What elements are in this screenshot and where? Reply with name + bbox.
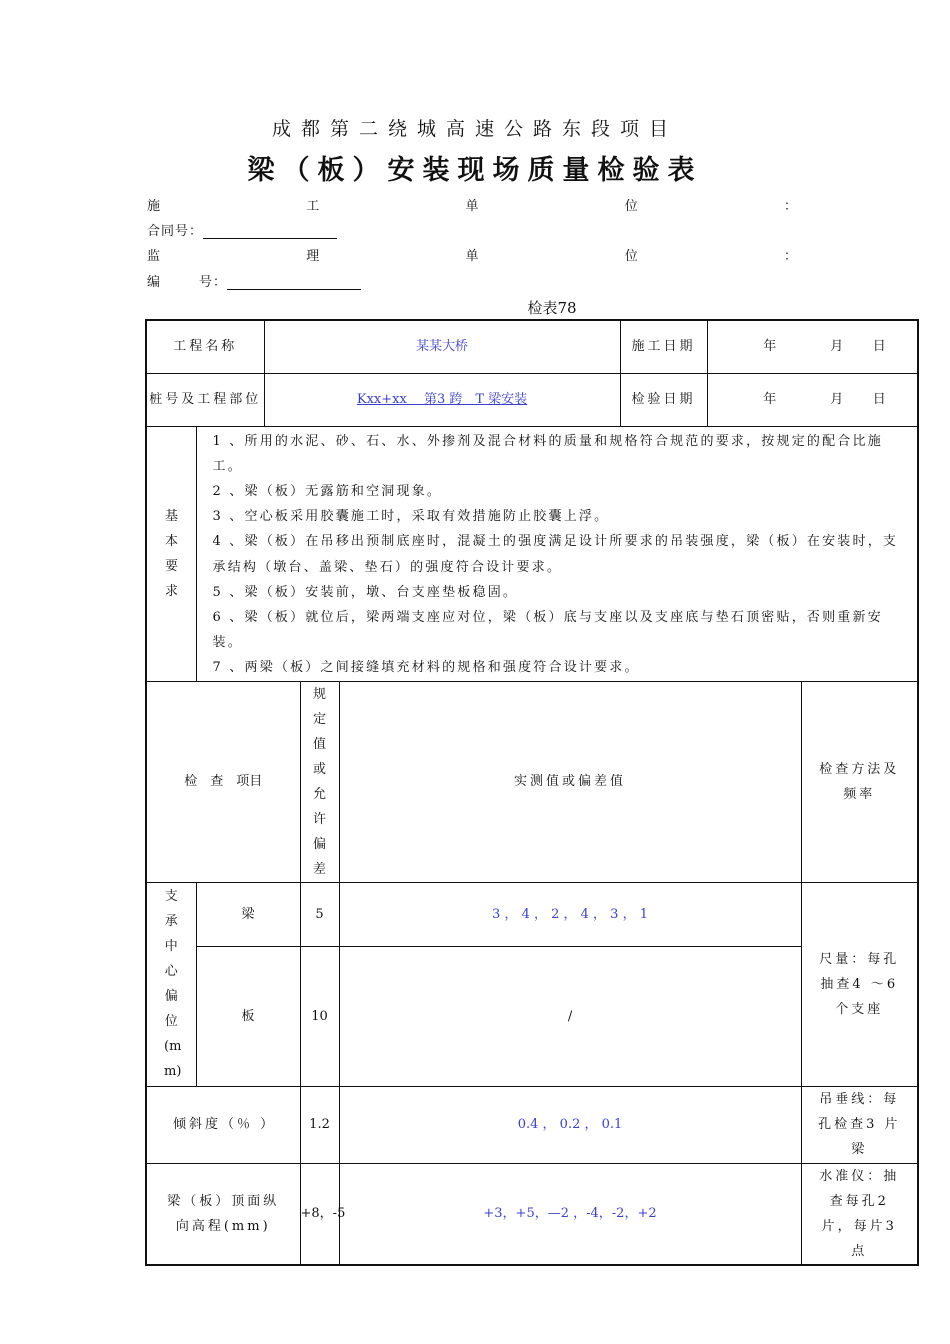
form-number: 检表78 (527, 299, 577, 317)
requirement-item: 2 、梁（板）无露筋和空洞现象。 (212, 483, 443, 499)
tilt-row (146, 1086, 918, 1163)
date-month: 月 (830, 339, 844, 355)
bearing-method: 尺量：每孔抽查4 ～6 个支座 (801, 882, 918, 1086)
inspection-date-value[interactable] (707, 373, 918, 426)
requirement-item: 7 、两梁（板）之间接缝填充材料的规格和强度符合设计要求。 (212, 660, 640, 676)
elevation-values[interactable]: +3，+5，—2 ，-4，-2，+2 (339, 1163, 801, 1265)
supervision-unit-row (147, 245, 797, 264)
tilt-method: 吊垂线：每孔检查3 片梁 (801, 1086, 918, 1163)
project-name-label: 工程名称 (146, 320, 264, 373)
form-title: 梁（板）安装现场质量检验表 (247, 155, 703, 186)
supervision-unit-char: ： (783, 249, 797, 264)
requirement-item: 3 、空心板采用胶囊施工时，采取有效措施防止胶囊上浮。 (212, 509, 610, 525)
construction-unit-char: 施 (147, 199, 161, 214)
requirement-item: 1 、所用的水泥、砂、石、水、外掺剂及混合材料的质量和规格符合规范的要求，按规定的配合比施工。 (212, 433, 883, 474)
station-label: 桩号及工程部位 (146, 373, 264, 426)
tilt-spec: 1.2 (300, 1086, 339, 1163)
construction-date-label: 施工日期 (620, 320, 707, 373)
inspection-table (145, 319, 919, 1266)
col-measured-header: 实测值或偏差值 (339, 681, 801, 882)
construction-unit-row (147, 195, 797, 214)
column-header-row (146, 681, 918, 882)
supervision-unit-char: 理 (306, 249, 320, 264)
requirement-item: 6 、梁（板）就位后，梁两端支座应对位，梁（板）底与支座以及支座底与垫石顶密贴，否则重新安装。 (212, 609, 883, 651)
col-method-header: 检查方法及频率 (801, 681, 918, 882)
contract-label: 合同号： (147, 224, 204, 239)
contract-field[interactable] (203, 224, 337, 239)
requirements-label: 基本要求 (146, 426, 196, 681)
bearing-offset-label: 支承中心偏位(mm) (146, 882, 196, 1086)
station-value: Kxx+xx 第3 跨 T 梁安装 (356, 392, 528, 407)
slab-label: 板 (196, 946, 300, 1086)
elevation-spec: +8，-5 (300, 1163, 339, 1265)
elevation-method: 水准仪：抽查每孔2 片，每片3 点 (801, 1163, 918, 1265)
beam-spec: 5 (300, 882, 339, 946)
beam-values[interactable]: 3 ， 4 ， 2 ， 4 ， 3 ， 1 (339, 882, 801, 946)
project-subtitle: 成都第二绕城高速公路东段项目 (271, 118, 678, 140)
date-month: 月 (830, 392, 844, 407)
tilt-label: 倾斜度（％ ） (146, 1086, 300, 1163)
requirement-item: 5 、梁（板）安装前，墩、台支座垫板稳固。 (212, 584, 519, 600)
requirement-item: 4 、梁（板）在吊移出预制底座时，混凝土的强度满足设计所要求的吊装强度，梁（板）在安装时，支承结构（墩台、盖梁、垫石）的强度符合设计要求。 (212, 534, 899, 575)
construction-unit-char: 单 (465, 199, 479, 214)
date-year: 年 (763, 339, 777, 355)
station-cell[interactable] (264, 373, 620, 426)
construction-unit-char: 位 (624, 199, 638, 214)
construction-unit-char: ： (783, 199, 797, 214)
station-row (146, 373, 918, 426)
contract-row (147, 220, 337, 239)
serial-row (147, 271, 361, 290)
beam-label: 梁 (196, 882, 300, 946)
serial-field[interactable] (227, 275, 361, 290)
construction-date-value[interactable] (707, 320, 918, 373)
inspection-date-label: 检验日期 (620, 373, 707, 426)
col-item-header: 检 查 项目 (146, 681, 300, 882)
project-name-value[interactable]: 某某大桥 (264, 320, 620, 373)
supervision-unit-char: 单 (465, 249, 479, 264)
tilt-values[interactable]: 0.4 ， 0.2 ， 0.1 (339, 1086, 801, 1163)
elevation-label: 梁（板）顶面纵向高程(mm) (146, 1163, 300, 1265)
date-year: 年 (763, 392, 777, 407)
requirements-row (146, 426, 918, 681)
serial-label: 号： (199, 275, 228, 290)
beam-row (146, 882, 918, 946)
supervision-unit-char: 位 (624, 249, 638, 264)
date-day: 日 (872, 392, 886, 407)
elevation-row (146, 1163, 918, 1265)
requirements-list (196, 426, 918, 681)
supervision-unit-char: 监 (147, 249, 161, 264)
slab-spec: 10 (300, 946, 339, 1086)
project-name-row (146, 320, 918, 373)
serial-label: 编 (147, 275, 162, 290)
slab-values[interactable]: / (339, 946, 801, 1086)
construction-unit-char: 工 (306, 199, 320, 214)
col-spec-header: 规定值或允许偏差 (300, 681, 339, 882)
date-day: 日 (872, 339, 886, 355)
